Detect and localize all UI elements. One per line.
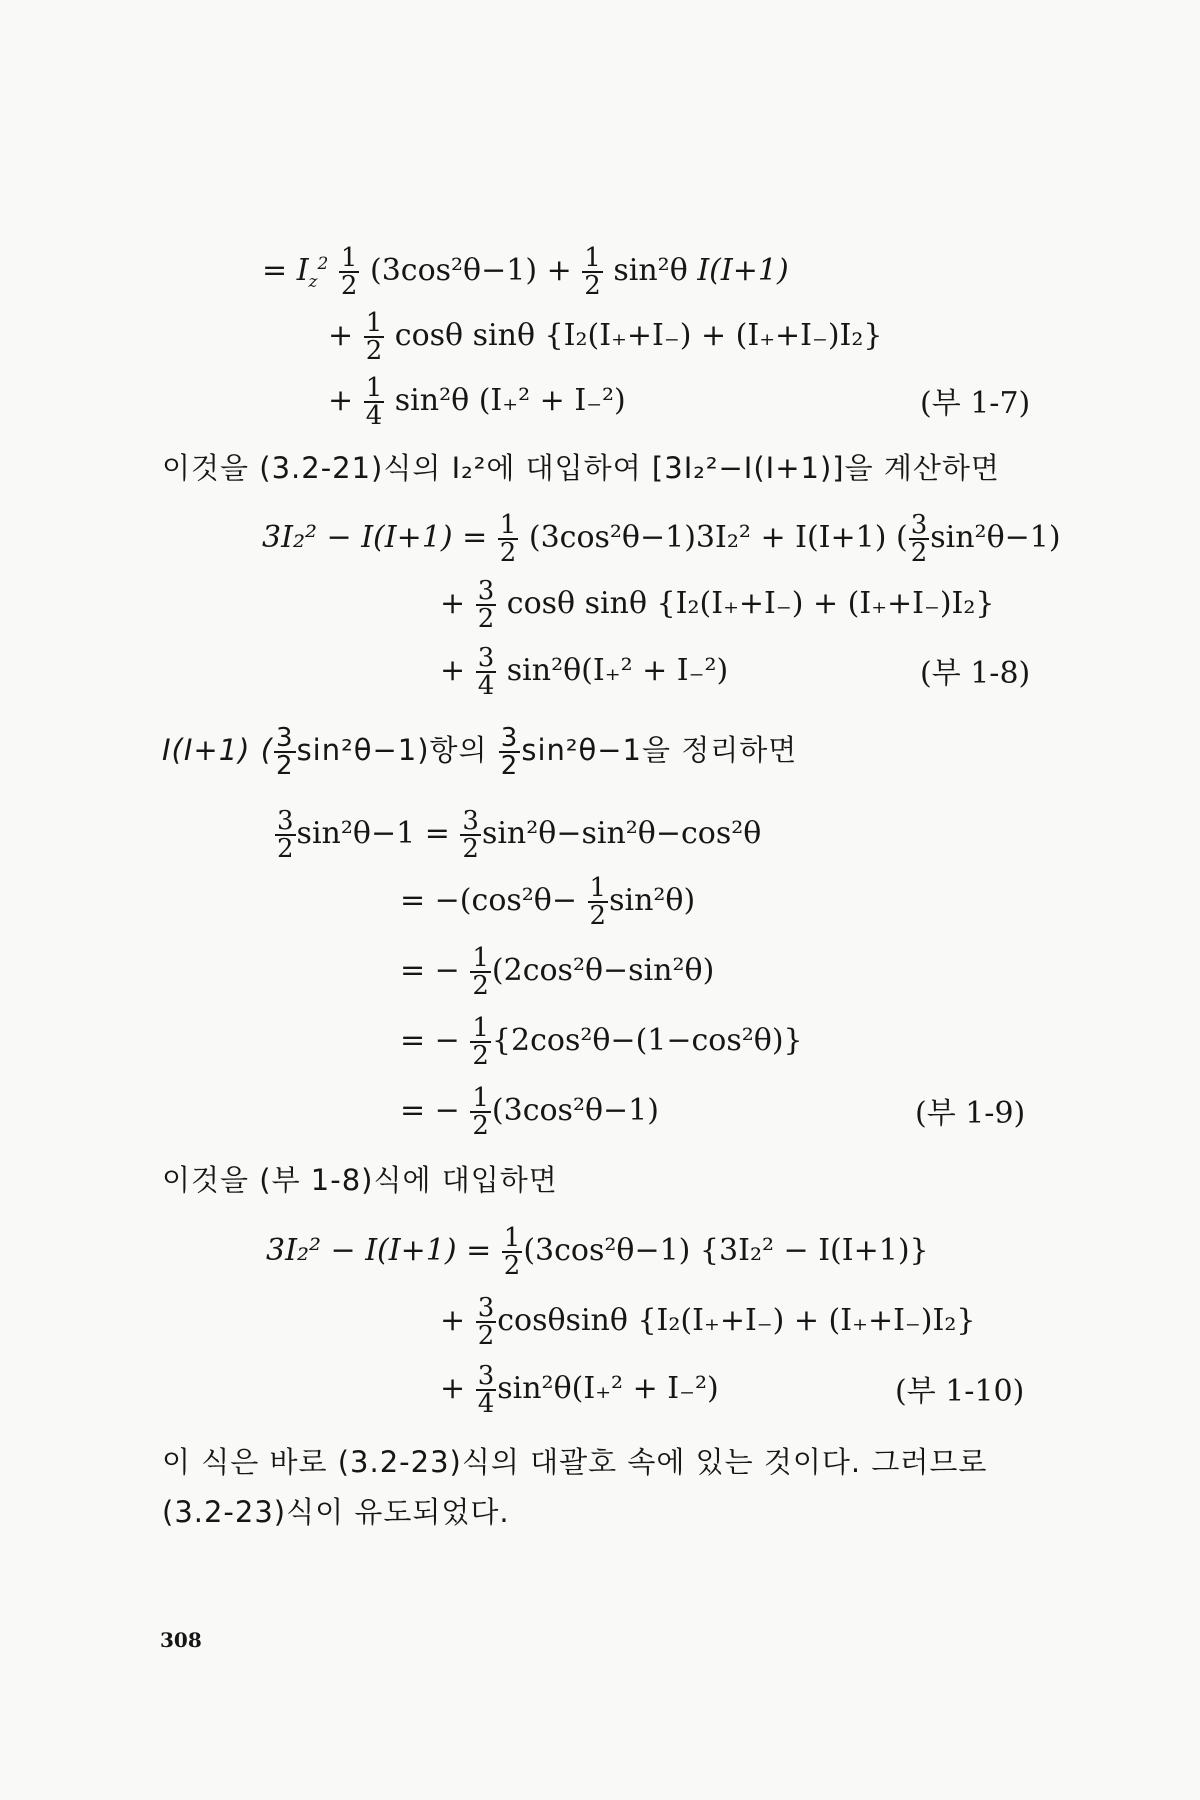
equation-number: (부 1-7) [920,386,1031,421]
page-number: 308 [160,1628,202,1652]
eq-term: I(I+1) [697,253,789,288]
prose-term: sin²θ−1을 정리하면 [521,733,798,767]
fraction-three-halves: $\frac{3}{2}$ [477,576,495,634]
Iz-squared: $I_z^2$ [296,253,329,292]
eq-term: sin²θ−1 = [296,816,450,851]
eq-1-9-line-4: = − $\frac{1}{2}$ {2cos²θ−(1−cos²θ)} [400,1013,803,1071]
fraction-half: $\frac{1}{2}$ [503,1223,521,1281]
eq-term: sin²θ (I₊² + I₋²) [394,383,626,418]
eq-term: sin²θ−sin²θ−cos²θ [481,816,762,851]
fraction-half: $\frac{1}{2}$ [472,1013,489,1071]
prose-term: sin²θ−1)항의 [296,733,488,767]
eq-term: cosθsinθ {I₂(I₊+I₋) + (I₊+I₋)I₂} [497,1303,976,1338]
prose-term: I(I+1) ( [162,733,274,767]
paragraph-1: 이것을 (3.2-21)식의 I₂²에 대입하여 [3I₂²−I(I+1)]을 계산하면 [162,451,1000,485]
eq-1-8-line-1 [262,512,1061,566]
fraction-three-quarters: $\frac{3}{4}$ [477,1361,495,1419]
paragraph-4: 이 식은 바로 (3.2-23)식의 대괄호 속에 있는 것이다. 그러므로 [162,1445,988,1479]
equation-number: (부 1-8) [920,656,1031,691]
eq-1-10-line-2: + $\frac{3}{2}$ cosθsinθ {I₂(I₊+I₋) + (I₊+I₋)I₂} [440,1293,976,1351]
fraction-half: $\frac{1}{2}$ [499,510,517,568]
equals-sign: = [262,253,288,288]
eq-term: (3cos²θ−1)3I₂² + I(I+1) ( [528,520,908,555]
fraction-three-halves: $\frac{3}{2}$ [277,806,294,864]
eq-term: sin²θ−1) [930,520,1061,555]
eq-1-10-line-3: + $\frac{3}{4}$ sin²θ(I₊² + I₋²) [440,1361,719,1419]
eq-1-9-line-1 [274,808,761,862]
eq-1-9-line-5: = − $\frac{1}{2}$ (3cos²θ−1) [400,1083,659,1141]
eq-term: {2cos²θ−(1−cos²θ)} [491,1023,803,1058]
eq-1-10-line-1 [266,1225,929,1279]
eq-term: sin²θ(I₊² + I₋²) [497,1371,719,1406]
fraction-quarter: $\frac{1}{4}$ [365,373,383,431]
equation-number: (부 1-10) [895,1374,1025,1409]
eq-lhs: 3I₂² − I(I+1) = [262,520,488,555]
eq-term: = −(cos²θ− [400,883,577,918]
eq-1-8-line-3: + $\frac{3}{4}$ sin²θ(I₊² + I₋²) [440,643,729,701]
fraction-three-quarters: $\frac{3}{4}$ [477,643,495,701]
eq-1-7-line-1 [262,245,789,299]
fraction-three-halves: $\frac{3}{2}$ [477,1293,495,1351]
eq-1-9-line-3: = − $\frac{1}{2}$ (2cos²θ−sin²θ) [400,943,715,1001]
fraction-half: $\frac{1}{2}$ [472,1083,489,1141]
fraction-three-halves: $\frac{3}{2}$ [276,723,294,781]
fraction-three-halves: $\frac{3}{2}$ [500,723,519,781]
eq-term: sin²θ(I₊² + I₋²) [506,653,729,688]
eq-1-7-line-2: + $\frac{1}{2}$ cosθ sinθ {I₂(I₊+I₋) + (I₊+I₋)I₂} [328,308,883,366]
eq-1-8-line-2: + $\frac{3}{2}$ cosθ sinθ {I₂(I₊+I₋) + (I₊+I₋)I₂} [440,576,995,634]
eq-term: (3cos²θ−1) [491,1093,659,1128]
fraction-three-halves: $\frac{3}{2}$ [910,510,928,568]
fraction-half: $\frac{1}{2}$ [340,243,358,301]
paragraph-2 [162,725,797,779]
eq-term: (3cos²θ−1) + [369,253,572,288]
fraction-half: $\frac{1}{2}$ [472,943,489,1001]
paragraph-3: 이것을 (부 1-8)식에 대입하면 [162,1163,558,1197]
fraction-half: $\frac{1}{2}$ [584,243,601,301]
equation-number: (부 1-9) [915,1096,1026,1131]
paragraph-5: (3.2-23)식이 유도되었다. [162,1495,510,1529]
fraction-half: $\frac{1}{2}$ [365,308,383,366]
fraction-three-halves: $\frac{3}{2}$ [462,806,479,864]
eq-term: (2cos²θ−sin²θ) [491,953,715,988]
eq-term: sin²θ) [609,883,696,918]
eq-term: cosθ sinθ {I₂(I₊+I₋) + (I₊+I₋)I₂} [506,586,995,621]
eq-1-7-line-3: + $\frac{1}{4}$ sin²θ (I₊² + I₋²) [328,373,626,431]
eq-term: (3cos²θ−1) {3I₂² − I(I+1)} [523,1233,929,1268]
eq-term: sin²θ [613,253,688,288]
fraction-half: $\frac{1}{2}$ [589,873,607,931]
eq-lhs: 3I₂² − I(I+1) = [266,1233,492,1268]
eq-1-9-line-2 [400,875,695,929]
eq-term: cosθ sinθ {I₂(I₊+I₋) + (I₊+I₋)I₂} [394,318,883,353]
